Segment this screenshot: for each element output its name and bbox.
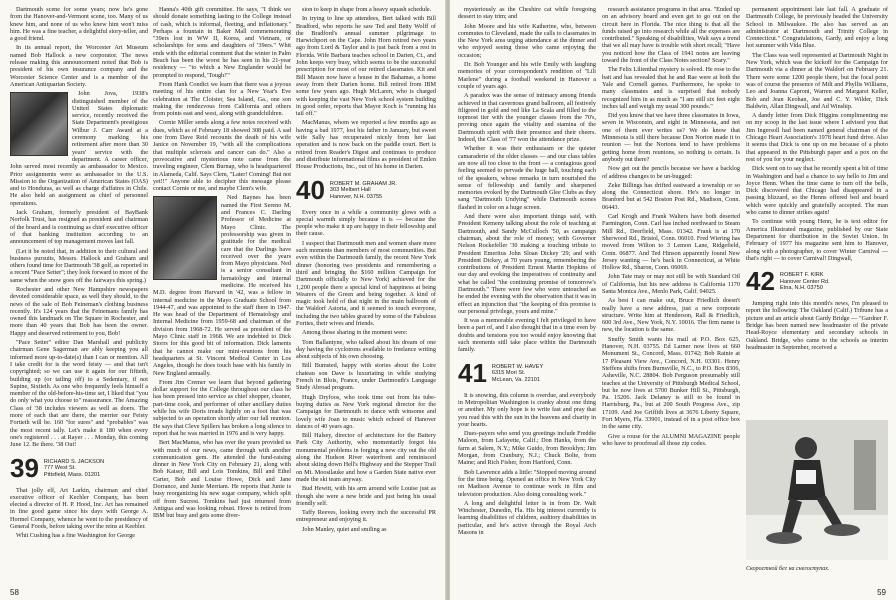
right-column-1 [458, 6, 596, 586]
paragraph: It was a memorable evening I felt privileged to have been a part of, and I also thought that in a time even by doubts and tensions you too would enjoy knowing that such moments still take place within the Dartmouth family. [458, 317, 596, 354]
secretary-name: ROBERT M. GRAHAM JR. [329, 180, 397, 187]
paragraph: In trying to line up attendees, Bert talked with Bill Bradford, who reports he saw Ted and Betty Wolff of the Bradford's annual summer pilgrimage to Harwichport on the Cape. John Horn retired two years ago from Lord & Taylor and is just back from a rest in Florida. Wife Barbara teaches school in Darien, Ct., and John keeps very busy, which seems to be the successful prescription for most of our retired classmates. Kit and Bill Mason now have a house in the Bahamas, a home away from their Darien home. Bill retired from IBM some few years ago. Hugh McLaren, who is charged with keeping the vast New York school system building in good order, reports that Mayor Koch is "running his tail off." [296, 15, 436, 118]
paragraph: (Let it be noted that, in addition to their cultural and business pursuits, Messrs. Hallock and Graham and others found time for Dartmouth '38 golf, as reported in a recent "Pace Setter"; they look forward to more of the same when the snow goes off the fairways this spring.) [10, 247, 148, 284]
paragraph: Bob Lawrence adds a little: "Stopped moving around for the time being. Opened an office in New York City on Madison Avenue to continue work in film and television production. Also doing consulting work." [458, 468, 596, 498]
left-page [0, 0, 446, 600]
left-column-2 [153, 6, 291, 586]
paragraph: "Pace Setter" editor Dan Marshall and publicity chairman Gene Sagerman are ably keeping you all informed more up-to-date(s) than I can or mention. All I take credit for is the word feisty — and that isn't copyrighted; so we can use it again for our fiftieth, building up (or tailing off) to a Sedentary, if not Supine, Sixtieth. As one who frequently feels himself a member of the old-before-his-time set, I liked that "you do only what you choose to" reassurance. The Amazing Class of '38 includes viewers as well as doers. The more of each that are there, the merrier our Feisty Fortieth will be. 160 "for sures" and "probables" was the most recent tally. Let's make it 180 when every one's registered . . . at Rayer . . . Monday, this coming June 12. Be there. '38 Out! [10, 339, 148, 449]
paragraph: John Manley, quiet and smiling as [302, 525, 387, 533]
photo-caption: Скоростной бег на снегоступах. [746, 566, 830, 572]
snowshoe-race-photo [746, 420, 888, 570]
secretary-city: Pittsfield, Mass. 01201 [43, 471, 101, 478]
secretary-name: ROBERT W. HAVEY [491, 363, 544, 370]
class-number: 41 [458, 359, 487, 388]
paragraph: To continue with young Henn, he is text editor for America Illustrated magazine, published by our State Department for distribution in the Soviet Union. In February of 1977 his magazine sent him to Hanover, along with a photographer, to cover Winter Carnival — that's right — to cover Carnival! Dingwall, [746, 218, 888, 262]
paragraph: Dartmouth scene for some years; now he's gone from the Hanover-and-Vermont scene, too. Many of us knew him, and none of us who knew him won't miss him. He was a fine teacher, a delightful story-teller, and a good friend. [10, 6, 148, 43]
paragraph: Now get out the pencils because we have a backlog of address changes to be un-bugged: [602, 165, 740, 180]
paragraph: Bill Halsey, director of architecture for the Battery Park City Authority, who momentarily forgot his monumental problems in forging a new city out the old along the Hudson River waterfront and reminisced about skiing down Hell's Highway and the Stepper Trail on Mt. Moosilauke and how a Garden State native ever made the ski team anyway. [296, 432, 436, 483]
paragraph: Taffy Reeves, looking every inch the successful PR entrepreneur and enjoying it. [296, 509, 436, 524]
paragraph: The Class was well represented at Dartmouth Night in New York, which was the kickoff for the Campaign for Dartmouth via a dinner at the Waldorf on February 21. There were some 1200 people there, but the focal point was of course the presence of Milt and Phyllis Williams, Leo and Joanna Caproni, Warren and Margaret Keller, Bob and Jean Keohan, Joe and C. Y. Wilder, Dick Baldwin, Allan Dingwall, and Ad Winship. [746, 51, 888, 110]
paragraph: Dr. Bob Younger and his wife Emily with laughing memories of your correspondent's rendition of "Lili Marlene" during a football weekend in Hanover a couple of years ago. [458, 61, 596, 90]
right-page [450, 0, 896, 600]
page-number: 59 [877, 588, 886, 597]
paragraph: Whether it was their enthusiasm or the quieter camaraderie of the older classes — and our class tables are now all too close to the front — a contagious good feeling seemed to pervade the huge hall, touching each of the speakers, whose remarks in turn nourished the sense of fellowship and family and sharpened memories evoked by the Dartmouth Glee Clubs as they sang "Dartmouth Undying" while Dartmouth scenes flashed in color on a huge screen. [458, 145, 596, 211]
page-number: 58 [10, 588, 19, 597]
paragraph: In its annual report, the Worcester Art Museum named Bob Hallock a new corporator. The news release making this announcement noted that Bob is president of his own insurance company and the Worcester Science Center and is a member of the American Antiquarian Society. [10, 44, 148, 88]
paragraph: Ned Baynes has been named the First Sereno M. and Frances C. Darling Professor of Medicine at Mayo Clinic. The professorship was given in gratitude for the medical care that the Darlings have received over the years from Mayo physicians. Ned is a senior consultant in hematology and internal medicine. He received his M.D. degree from Harvard in '42, was a fellow in internal medicine in the Mayo Graduate School from 1944-47, and was appointed to the staff there in 1947. He was head of the Department of Hematology and Internal Medicine from 1959-68 and chairman of the division from 1968-72. He served as president of the Mayo Clinic staff in 1968. We are indebted to Dick Storrs for this good bit of information. Dick laments that he cannot make our mini-reunions from his headquarters at St. Vincent Medical Center in Los Angeles, though he does touch base with his family in New England annually. [153, 194, 291, 377]
paragraph: Bud Hewitt, with his arm around wife Louise just as though she were a new bride and just being his usual friendly self. [296, 485, 436, 507]
left-column-1 [10, 6, 148, 586]
class-header-42 [746, 268, 888, 296]
paragraph: Rochester and other New Hampshire newspapers devoted considerable space, as well they should, to the news of the sale of Bob Feineman's clothing business recently. It's 124 years that the Feinemans family has owned this landmark on The Square in Rochester, and more than 40 years that Bob has been the owner. Happy and deserved retirement to you, Bob! [10, 285, 148, 337]
snowshoe-race-image [746, 420, 888, 560]
portrait-photo-john-jova [10, 92, 68, 156]
paragraph: That jolly elf, Art Larkin, chairman and chief executive officer of Kechler Company, has been elected a director of H. P. Hood, Inc. Art has remained in fine good game since his days with George A. Hormel Company, whence he went to the presidency of General Foods, before taking over the reins at Keebler. [10, 486, 148, 530]
left-column-3 [296, 6, 436, 586]
class-header-39 [10, 455, 148, 483]
paragraph: I suspect that Dartmouth men and women share more such moments than members of most communities. But even within the Dartmouth family, the recent New York dinner (honoring two presidents and remembering a third and bringing the $160 million Campaign for Dartmouth officially to New York) achieved for the 1,200 people there a special kind of happiness at being Wearers of the Green and being together. A kind of magic took hold of that night in the main ballroom of the Waldorf Astoria, and it seemed to touch everyone, including the two tables graced by some of the Fabulous Forties, their wives and friends. [296, 239, 436, 327]
paragraph: Did you know that we have three classmates in Iowa, seven in Wisconsin, and eight in Minnesota, and not one of them ever writes us? We do know that Minnesota is still there because Don Norton made it to reunion — but the Nortons tend to have problems getting home from reunions, so nothing is certain. Is anybody out there? [602, 112, 740, 163]
paragraph: research assistance programs in that area. "Ended up on an advisory board and even get to go out on the circuit here in Florida. The nice thing is that all the funds raised go into research while all the expenses are contributed." Speaking of disabilities, Walt says a trend that we all may have is trouble with short recall; "Have you noticed how the Class of 1941 notes are leaving toward the front of the Class Notes section? Scary." [602, 6, 740, 65]
portrait-photo-ned-baynes [153, 196, 217, 280]
secretary-street: Hanover Center Rd. [779, 278, 830, 285]
paragraph: As best I can make out, Bruce Friedlich doesn't really have a new address, just a new corporate structure. Write him at Henderson, Rall & Friedlich, 600 3rd Ave., New York, N.Y. 10016. The firm name is new, the location is the same. [602, 297, 740, 334]
paragraph: And there were also important things said, with President Kemeny talking about the role of teaching at Dartmouth, and Sandy McCulloch '50, as campaign chairman, about the role of money; with Governor Nelson Rockefeller '30 making a touching tribute to President Emeritus John Sloan Dickey '29; and with President Dickey, at 70 years young, remembering the contributions of President Ernest Martin Hopkins of our day and evoking the imperatives of continuity and what he called "the continuing promise of tomorrow's Dartmouth." There were few who were untouched as he ended the evening with the observation that it was in effect an injunction that "the keeping of this promise is our personal privilege, yours and mine." [458, 213, 596, 315]
paragraph: From Jim Cremer we learn that beyond gathering dollar support for the College throughout our class he has been pressed into service as chief shopper, cleaner, part-time cook, and performer of other ancillary duties while his wife Doris treads lightly on a foot that was subjected to an operation shortly after our fall reunion. He says that Cleve Spillers has broken a long silence to report that he was married in 1976 and is very happy. [153, 378, 291, 437]
paragraph: Dick went on to say that he recently spent a bit of time in Washington and had a chance to say hello to Jim and Joyce Henn. When the time came to turn off the bells, Dick discovered that Chicago had disappeared in a passing blizzard, so the Henns offered bed and board which were quickly and gratefully accepted. The man who came to dinner strikes again! [746, 165, 888, 217]
paragraph: John Tate may or may not still be with Standard Oil of California, but his new address is California 1170 Santa Monica Ave., Menlo Park, Calif. 94025. [602, 273, 740, 295]
paragraph: permanent appointment late last fall. A graduate of Dartmouth College, he previously headed the University School in Milwaukee. He also has served as an administrator at Dartmouth and Trinity College in Connecticut." Congratulations, Gardy, and enjoy a long hot summer with Vida Blue. [746, 6, 888, 50]
paragraph: From Hank Condict we learn that there was a joyous meeting of his entire clan for a New Year's Eve celebration at The Cloister, Sea Island, Ga., one son making the rendezvous from California and others from points east and west, along with grandchildren. [153, 80, 291, 118]
paragraph: It is snowing, this column is overdue, and everybody in Metropolitan Washington is cranky about one thing or another. My only hope is to write fast and pray that you read this with the sun in the heavens and charity in your hearts. [458, 391, 596, 428]
secretary-city: McLean, Va. 22101 [491, 376, 541, 383]
paragraph: Cornie Miller sends along a few notes received with dues, which as of February 18 showed 308 paid. A sad one from Dave Reid recounts the death of his wife Janice on November 19, "with all the complications that multiple sclerosis and cancer can do." Also a provocative and mysterious note came from the traveling engineer, Clem Burnap, who is headquartered in Alameda, Calif. Says Clem, "Later! Coming! But not yet!!" Anyone able to decipher this message please contact Cornie or me, and maybe Clem's wife. [153, 119, 291, 193]
paragraph: Jumping right into this month's news, I'm pleased to report the following: The Oakland (Calif.) Tribune has a picture and an article about Gardy Bridge — "Gardner F. Bridge has been named new headmaster of the private Head-Royce elementary and secondary schools in Oakland. Bridge, who came to the schools as interim headmaster in September, received a [746, 300, 888, 351]
paragraph: Among those sharing in the moment were: [302, 329, 408, 337]
paragraph: Carl Krogh and Frank Walters have both deserted Farmington, Conn. Carl has inched northward to Steam Mill Rd., Deerfield, Mass. 01342. Frank is at 170 Sherwood Rd., Bristol, Conn. 06010. Fred Wiering has moved from Wilton to 3 Lemon Lane, Ridgefield, Conn. 06877. And Ted Hinson apparently found New Jersey wanting — he's back in Connecticut, at White Hollow Rd., Sharon, Conn. 06069. [602, 213, 740, 272]
paragraph: Jack Graham, formerly president of BayBank Norfolk Trust, has resigned as president and chairman of the board and is continuing as chief executive officer of that banking institution according to an announcement of top management moves last fall. [10, 209, 148, 246]
secretary-street: 6315 Mori St. [491, 370, 526, 377]
secretary-city: Hanover, N.H. 03755 [329, 193, 383, 200]
paragraph: Snuffy Smith wants his mail at P.O. Box 625, Hanover, N.H. 03755. Ed Larner now lives at 660 Monument St., Concord, Mass. 01742; Bob Rainie at 17 Pleasant View Ave., Concord, N.H. 03301. Henry Steffens shifts from Burnsville, N.C., to P.O. Box 8306, Asheville, N.C. 28804. Bob Ferguson presumably still teaches at the University of Pittsburgh Medical School, but he now lives at 5700 Bunker Hill St., Pittsburgh, Pa. 15206. Jack Delaney is still to be found in Harrisburg, Pa., but at 200 South Progress Ave., zip 17109. And Joe Griffith lives at 3676 Liberty Square, Fort Myers, Fla. 33901, instead of in a post office box in the same city. [602, 335, 740, 431]
paragraph: Dues-payers who send you greetings include Freddie Maloon, from Lafayette, Calif.; Don Hanks, from the farm at Salem, N.Y.; Mike Guido, from Brooklyn; Jim Morgan, from Cranbury, N.J.; Chuck Bolte, from Maine; and Rich Fisher, from Hartford, Conn. [458, 430, 596, 467]
paragraph: sion to keep in shape from a heavy squash schedule. [302, 6, 432, 13]
paragraph: Hanna's 40th gift committee. He says, "I think we should donate something lasting to the College instead of cash, which is informal, fleeting, and inflationary." Perhaps a fountain in Baker Mall commemorating "39ers lost in WW II, Korea, and Vietnam, or scholarships for sons and daughters of '39ers." Whit ends with the editorial comment that the winter in Palm Beach has been the worst he has seen in his 21-year residency — "to which a New Englander would be prompted to respond, 'Tough!'" [153, 6, 291, 79]
secretary-city: Etna, N.H. 03750 [779, 285, 823, 292]
paragraph: The Felix Lilienthal mystery is solved. He rose to the bait and has revealed that he and Rae were at both the Yale and Cornell games. Furthermore, he spoke to many classmates and is surprised that nobody recognized him in as much as "I am still six feet eight inches tall and weigh my usual 300 pounds." [602, 66, 740, 110]
paragraph: Zeke Billings has drifted eastward a township or so along the Connecticut shore. He's no longer in Branford but at 542 Boston Post Rd., Madison, Conn. 06443. [602, 181, 740, 211]
paragraph: Bill Bumsted, happy with stories about the Loire chateau son Dave is luxuriating in while studying French in Blois, France, under Dartmouth's Language Study Abroad program. [296, 362, 436, 392]
paragraph: A paradox was the sense of intimacy among friends achieved in that cavernous grand ballroom, all festively filigreed in gold and red like La Scala and filled to the topmost tier with the younger classes from the 70's, proving once again the vitality and stamina of the Dartmouth spirit with their presence and their cheers. Indeed, the Class of '77 won the attendance prize. [458, 92, 596, 144]
right-column-2 [602, 6, 740, 586]
secretary-street: 777 West St. [43, 465, 76, 472]
secretary-name: ROBERT F. KIRK [779, 272, 824, 279]
paragraph: John Jova, 1938's distinguished member of the United States diplomatic service, recently received the State Department's prestigious Wilbur J. Carr Award at a ceremony marking his retirement after more than 30 years' service with the department. A career officer, John served most recently as ambassador to Mexico. Prior assignments were as ambassador to the U.S. Mission to the Organization of American States (OAS) and to Honduras, as well as charge d'affaires in Chile. He also held an assignment as chief of personnel operations. [10, 90, 148, 207]
class-header-40 [296, 177, 436, 205]
paragraph: A dandy letter from Dick Higgins complimenting me on my scoop in the last issue where I advised you that Jim Ingersoll had been named general chairman of the Chicago Heart Association's 1978 heart fund drive. Also it seems that Dick is one up on me because of a photo that appeared in the Pittsburgh paper and a pox on the rest of you for your neglect. [746, 112, 888, 163]
paragraph: MacManus, whom we reported a few months ago as having a bad 1977, lost his father in January, but sweet wife Sally has recuperated nicely from her last operation and is now back on the paddle court. Bert is retired from Reader's Digest and continues to produce and distribute informational films as president of Emlen House Productions, Inc., out of his home in Darien. [296, 119, 436, 171]
paragraph: mysteriously as the Cheshire cat while foregoing dessert to stay trim; and [458, 6, 596, 21]
paragraph: Give a rouse for the ALUMNI MAGAZINE people who have to proofread all those zip codes. [602, 432, 740, 447]
paragraph: Hugh Dryfoos, who took time out from his tube-buying duties as New York regional director for the Campaign for Dartmouth to dance with winsome and lovely wife Joan to music which echoed of Hanover dances of 40 years ago. [296, 393, 436, 430]
paragraph: Bert MacManus, who has over the years provided us with much of our news, came through with another communication gem. He attended the fund-raising dinner in New York City on February 21, along with Bob Kaiser, Bill and Lois Tomkins, Bill and Ethel Carter, Bob and Louise Howe, Dick and Jane Dorrance, and Junie Merriam. He reports that Junie is busy reorganizing his new sugar company, which split off from Sucrest. Tomkins had just returned from Antigua and was looking robust. Howe is retired from IBM but busy and gets some diver- [153, 439, 291, 520]
class-number: 40 [296, 176, 325, 205]
paragraph: Every once in a while a community glows with a special warmth simply because it is — because the people who make it up are happy in their fellowship and their cause. [296, 208, 436, 238]
class-header-41 [458, 360, 596, 388]
secretary-name: RICHARD S. JACKSON [43, 458, 105, 465]
paragraph: A long and delightful letter is in from Dr. Walt Winchester, Dunedin, Fla. His big interest currently is learning disabilities of children, auditory disabilities in particular, and he's active through the Royal Arch Masons in [458, 499, 596, 536]
paragraph: Tom Ballantyne, who talked about his dream of one day having the cyclotrons available to freelance writing about subjects of his own choosing. [296, 338, 436, 361]
class-number: 39 [10, 454, 39, 483]
class-number: 42 [746, 268, 775, 297]
paragraph: Whit Cushing has a fine Washington for George [16, 532, 136, 540]
paragraph: John Moore and his wife Katherine, who, between commutes to Cleveland, made the calls to classmates in the New York area urging attendance at the dinner and who enjoyed seeing those who came enjoying the occasion; [458, 22, 596, 59]
secretary-street: 303 Melbert Hall [329, 187, 371, 194]
